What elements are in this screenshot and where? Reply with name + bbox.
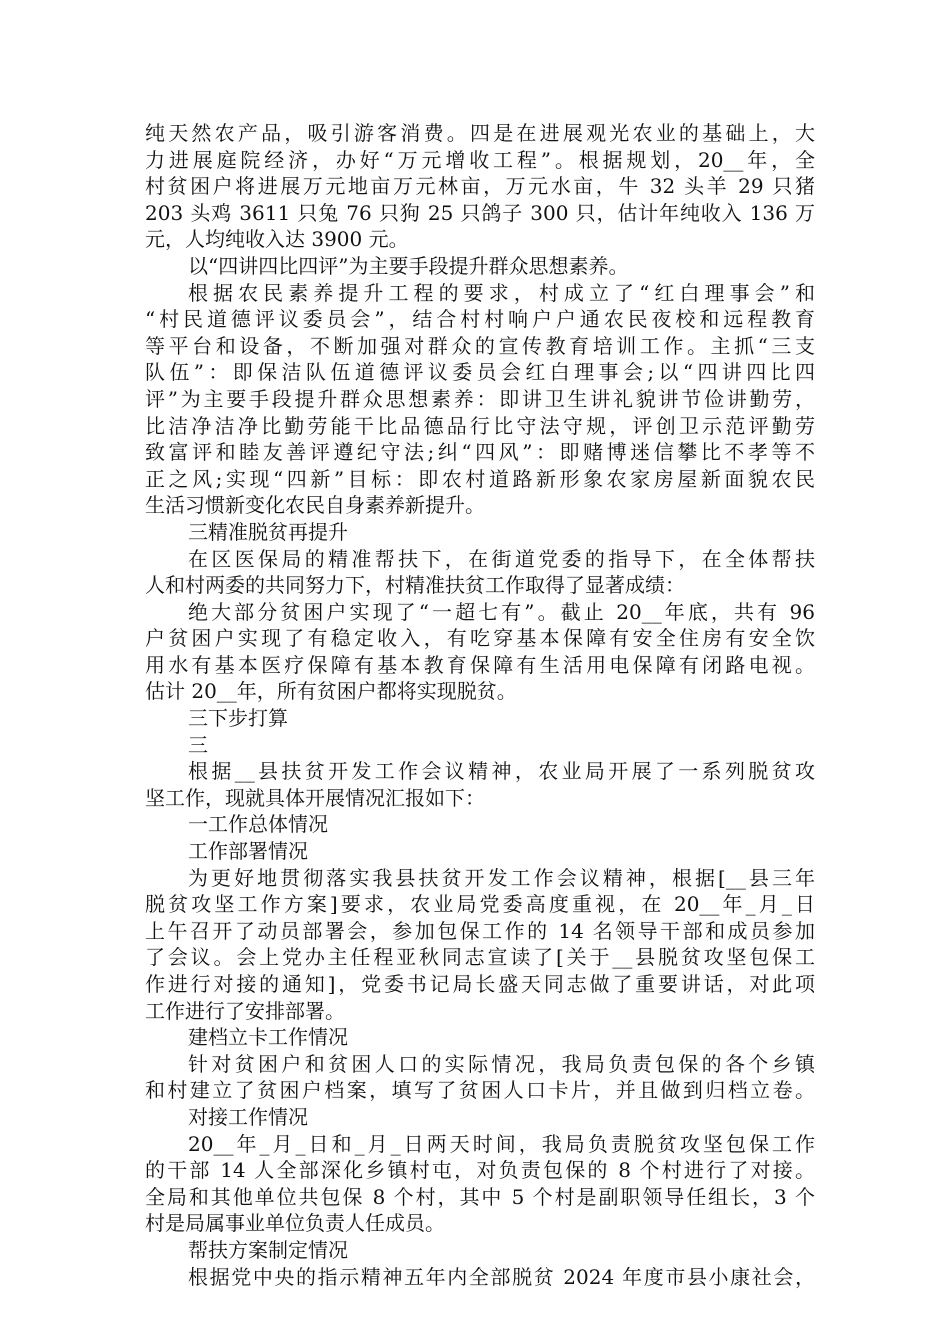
text-line: 帮扶方案制定情况 xyxy=(188,1237,348,1262)
text-line: 对接工作情况 xyxy=(188,1104,308,1129)
text-line: 建档立卡工作情况 xyxy=(188,1025,348,1050)
text-line: 正之风;实现“四新”目标：即农村道路新形象农家房屋新面貌农民 xyxy=(145,466,815,491)
text-line: 比洁净洁净比勤劳能干比品德品行比守法守规，评创卫示范评勤劳 xyxy=(145,413,815,438)
text-line: 元，人均纯收入达 3900 元。 xyxy=(145,227,409,252)
text-line: 三精准脱贫再提升 xyxy=(188,519,348,544)
text-line: 20__年_月_日和_月_日两天时间，我局负责脱贫攻坚包保工作 xyxy=(188,1131,815,1156)
text-line: 了会议。会上党办主任程亚秋同志宣读了[关于__县脱贫攻坚包保工 xyxy=(145,945,815,970)
text-line: 人和村两委的共同努力下，村精准扶贫工作取得了显著成绩： xyxy=(145,573,685,598)
text-line: 为更好地贯彻落实我县扶贫开发工作会议精神，根据[__县三年 xyxy=(188,865,815,890)
text-line: 根据__县扶贫开发工作会议精神，农业局开展了一系列脱贫攻 xyxy=(188,759,815,784)
text-line: 作进行对接的通知]，党委书记局长盛天同志做了重要讲话，对此项 xyxy=(145,972,815,996)
text-line: 203 头鸡 3611 只兔 76 只狗 25 只鸽子 300 只，估计年纯收入 136 万 xyxy=(145,200,815,225)
text-line: 全局和其他单位共包保 8 个村，其中 5 个村是副职领导任组长，3 个 xyxy=(145,1184,815,1209)
text-line: 纯天然农产品，吸引游客消费。四是在进展观光农业的基础上，大 xyxy=(145,121,815,145)
text-line: 坚工作，现就具体开展情况汇报如下： xyxy=(145,785,485,810)
text-line: 等平台和设备，不断加强对群众的宣传教育培训工作。主抓“三支 xyxy=(145,333,815,358)
text-line: 一工作总体情况 xyxy=(188,812,328,837)
text-line: 队伍”：即保洁队伍道德评议委员会红白理事会;以“四讲四比四 xyxy=(145,360,815,385)
text-line: 三下步打算 xyxy=(188,706,288,731)
text-line: 的干部 14 人全部深化乡镇村屯，对负责包保的 8 个村进行了对接。 xyxy=(145,1158,815,1183)
text-line: 评”为主要手段提升群众思想素养：即讲卫生讲礼貌讲节俭讲勤劳， xyxy=(145,386,815,411)
text-line: 力进展庭院经济，办好“万元增收工程”。根据规划，20__年，全 xyxy=(145,147,815,172)
text-line: 根据党中央的指示精神五年内全部脱贫 2024 年度市县小康社会， xyxy=(188,1264,815,1289)
text-line: 在区医保局的精准帮扶下，在街道党委的指导下，在全体帮扶 xyxy=(188,546,815,571)
text-line: 和村建立了贫困户档案，填写了贫困人口卡片，并且做到归档立卷。 xyxy=(145,1078,815,1103)
text-line: 上午召开了动员部署会，参加包保工作的 14 名领导干部和成员参加 xyxy=(145,918,815,943)
text-line: 村贫困户将进展万元地亩万元林亩，万元水亩，牛 32 头羊 29 只猪 xyxy=(145,174,815,199)
text-line: 针对贫困户和贫困人口的实际情况，我局负责包保的各个乡镇 xyxy=(188,1051,815,1076)
text-line: 估计 20__年，所有贫困户都将实现脱贫。 xyxy=(145,679,517,704)
text-line: 三 xyxy=(188,732,208,757)
text-line: 工作部署情况 xyxy=(188,839,308,864)
text-line: 绝大部分贫困户实现了“一超七有”。截止 20__年底，共有 96 xyxy=(188,599,815,624)
text-line: 根据农民素养提升工程的要求，村成立了“红白理事会”和 xyxy=(188,280,815,305)
body-text xyxy=(145,120,815,1290)
text-line: 致富评和睦友善评遵纪守法;纠“四风”：即赌博迷信攀比不孝等不 xyxy=(145,440,815,465)
text-line: 村是局属事业单位负责人任成员。 xyxy=(145,1211,445,1236)
text-line: 户贫困户实现了有稳定收入，有吃穿基本保障有安全住房有安全饮 xyxy=(145,626,815,651)
text-line: 工作进行了安排部署。 xyxy=(145,998,345,1023)
text-line: 生活习惯新变化农民自身素养新提升。 xyxy=(145,493,485,518)
text-line: 用水有基本医疗保障有基本教育保障有生活用电保障有闭路电视。 xyxy=(145,652,815,677)
text-line: “村民道德评议委员会”，结合村村响户户通农民夜校和远程教育 xyxy=(145,307,815,332)
text-line: 以“四讲四比四评”为主要手段提升群众思想素养。 xyxy=(188,253,629,278)
text-line: 脱贫攻坚工作方案]要求，农业局党委高度重视，在 20__年_月_日 xyxy=(145,892,815,917)
